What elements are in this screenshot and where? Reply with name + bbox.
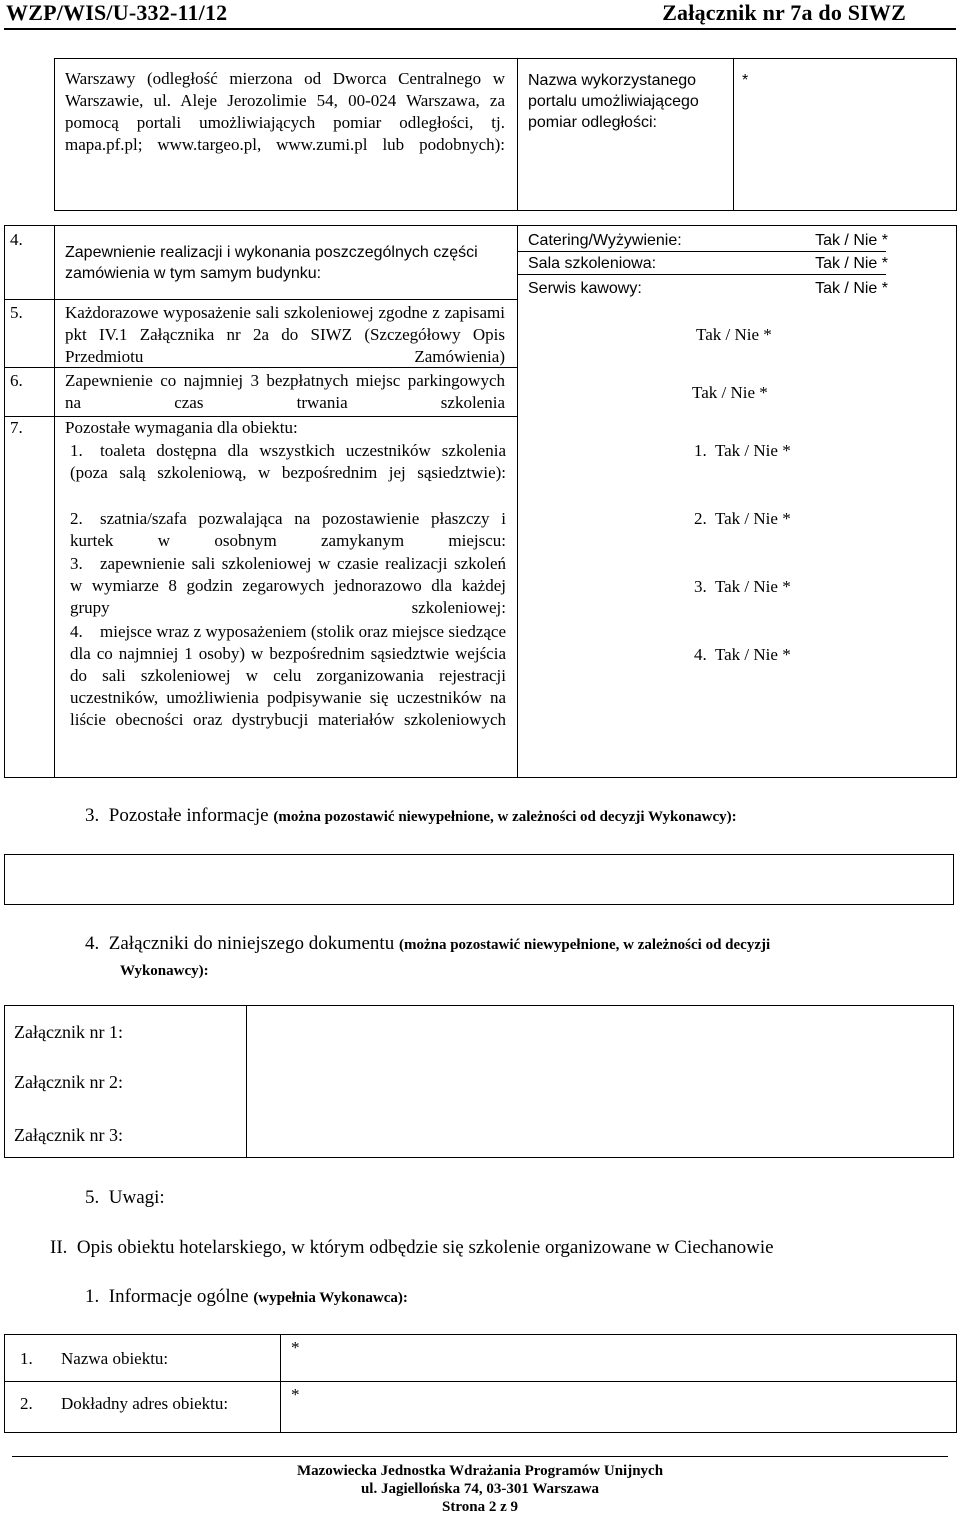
option-room-value[interactable]: Tak / Nie * <box>815 255 888 272</box>
info-1-label: Nazwa obiektu: <box>61 1349 169 1368</box>
attachments-input-area[interactable] <box>248 1007 952 1156</box>
item-7-title: Pozostałe wymagania dla obiektu: <box>65 418 298 437</box>
page-number: Strona 2 z 9 <box>442 1499 518 1515</box>
option-catering-value[interactable]: Tak / Nie * <box>815 232 888 249</box>
info-2-number: 2. <box>20 1394 33 1413</box>
section-1-heading: 1. Informacje ogólne (wypełnia Wykonawca): <box>85 1286 408 1307</box>
distance-description: Warszawy (odległość mierzona od Dworca Centralnego w Warszawie, ul. Aleje Jerozolimie 54, 00-024 Warszawa, za pomocą portali umożliwiających pomiar odległości, tj. mapa.pf.pl; www.targeo.pl, www.zumi.pl lub podobnych): <box>65 69 505 154</box>
sub-2-value[interactable]: 2. Tak / Nie * <box>694 509 791 528</box>
sub-1-text: toaleta dostępna dla wszystkich uczestników szkolenia (poza salą szkoleniową, w bezpośrednim jej sąsiedztwie): <box>70 441 506 482</box>
attachment-3-label: Załącznik nr 3: <box>14 1125 123 1145</box>
option-room-label: Sala szkoleniowa: <box>528 255 657 272</box>
sub-1-number: 1. <box>70 441 83 460</box>
portal-name-label: Nazwa wykorzystanego portalu umożliwiającego pomiar odległości: <box>528 72 699 131</box>
sub-3-value[interactable]: 3. Tak / Nie * <box>694 577 791 596</box>
header-rule <box>4 28 956 30</box>
item-6-text: Zapewnienie co najmniej 3 bezpłatnych miejsc parkingowych na czas trwania szkolenia <box>65 371 505 412</box>
section-4-heading: 4. Załączniki do niniejszego dokumentu (można pozostawić niewypełnione, w zależności od decyzji <box>85 933 771 954</box>
item-5-number: 5. <box>10 303 23 322</box>
portal-name-value[interactable]: * <box>742 72 749 89</box>
footer-address: ul. Jagiellońska 74, 03-301 Warszawa <box>360 1481 600 1497</box>
item-4-number: 4. <box>10 230 23 249</box>
footer-rule <box>12 1456 948 1457</box>
sub-4-value[interactable]: 4. Tak / Nie * <box>694 645 791 664</box>
option-coffee-value[interactable]: Tak / Nie * <box>815 280 888 297</box>
info-2-value[interactable]: * <box>291 1385 300 1404</box>
sub-2-number: 2. <box>70 509 83 528</box>
option-catering-label: Catering/Wyżywienie: <box>528 232 682 249</box>
document-reference: WZP/WIS/U-332-11/12 <box>6 0 228 25</box>
footer-organization: Mazowiecka Jednostka Wdrażania Programów Unijnych <box>296 1463 664 1479</box>
sub-4-text: miejsce wraz z wyposażeniem (stolik oraz miejsce siedzące dla co najmniej 1 osoby) w bezpośrednim sąsiedztwie wejścia do sali szkoleniowej w celu zorganizowania rejestracji uczestników, umożliwienia podpisywanie się uczestników na liście obecności oraz dystrybucji materiałów szkoleniowych <box>70 622 506 729</box>
other-info-field[interactable] <box>4 854 954 905</box>
attachment-2-label: Załącznik nr 2: <box>14 1072 123 1092</box>
sub-3-text: zapewnienie sali szkoleniowej w czasie realizacji szkoleń w wymiarze 8 godzin zegarowych jednorazowo dla każdej grupy szkoleniowej: <box>70 554 506 617</box>
sub-1-value[interactable]: 1. Tak / Nie * <box>694 441 791 460</box>
item-5-text: Każdorazowe wyposażenie sali szkoleniowej zgodne z zapisami pkt IV.1 Załącznika nr 2a do SIWZ (Szczegółowy Opis Przedmiotu Zamówienia) <box>65 303 505 366</box>
sub-2-text: szatnia/szafa pozwalająca na pozostawienie płaszczy i kurtek w osobnym zamykanym miejscu: <box>70 509 506 550</box>
sub-3-number: 3. <box>70 554 83 573</box>
section-5-heading: 5. Uwagi: <box>85 1187 165 1208</box>
sub-4-number: 4. <box>70 622 83 641</box>
section-4-heading-cont: Wykonawcy): <box>120 963 209 979</box>
attachment-1-label: Załącznik nr 1: <box>14 1022 123 1042</box>
option-coffee-label: Serwis kawowy: <box>528 280 642 297</box>
item-4-text: Zapewnienie realizacji i wykonania poszczególnych części zamówienia w tym samym budynku: <box>65 244 478 282</box>
section-ii-heading: II. Opis obiektu hotelarskiego, w którym odbędzie się szkolenie organizowane w Ciechanowie <box>50 1237 774 1258</box>
item-6-number: 6. <box>10 371 23 390</box>
info-1-number: 1. <box>20 1349 33 1368</box>
item-7-number: 7. <box>10 418 23 437</box>
section-3-heading: 3. Pozostałe informacje (można pozostawić niewypełnione, w zależności od decyzji Wykonawcy): <box>85 805 737 826</box>
item-6-value[interactable]: Tak / Nie * <box>692 383 768 402</box>
attachment-title: Załącznik nr 7a do SIWZ <box>662 0 906 25</box>
info-2-label: Dokładny adres obiektu: <box>61 1394 229 1413</box>
item-5-value[interactable]: Tak / Nie * <box>696 325 772 344</box>
info-1-value[interactable]: * <box>291 1338 300 1357</box>
